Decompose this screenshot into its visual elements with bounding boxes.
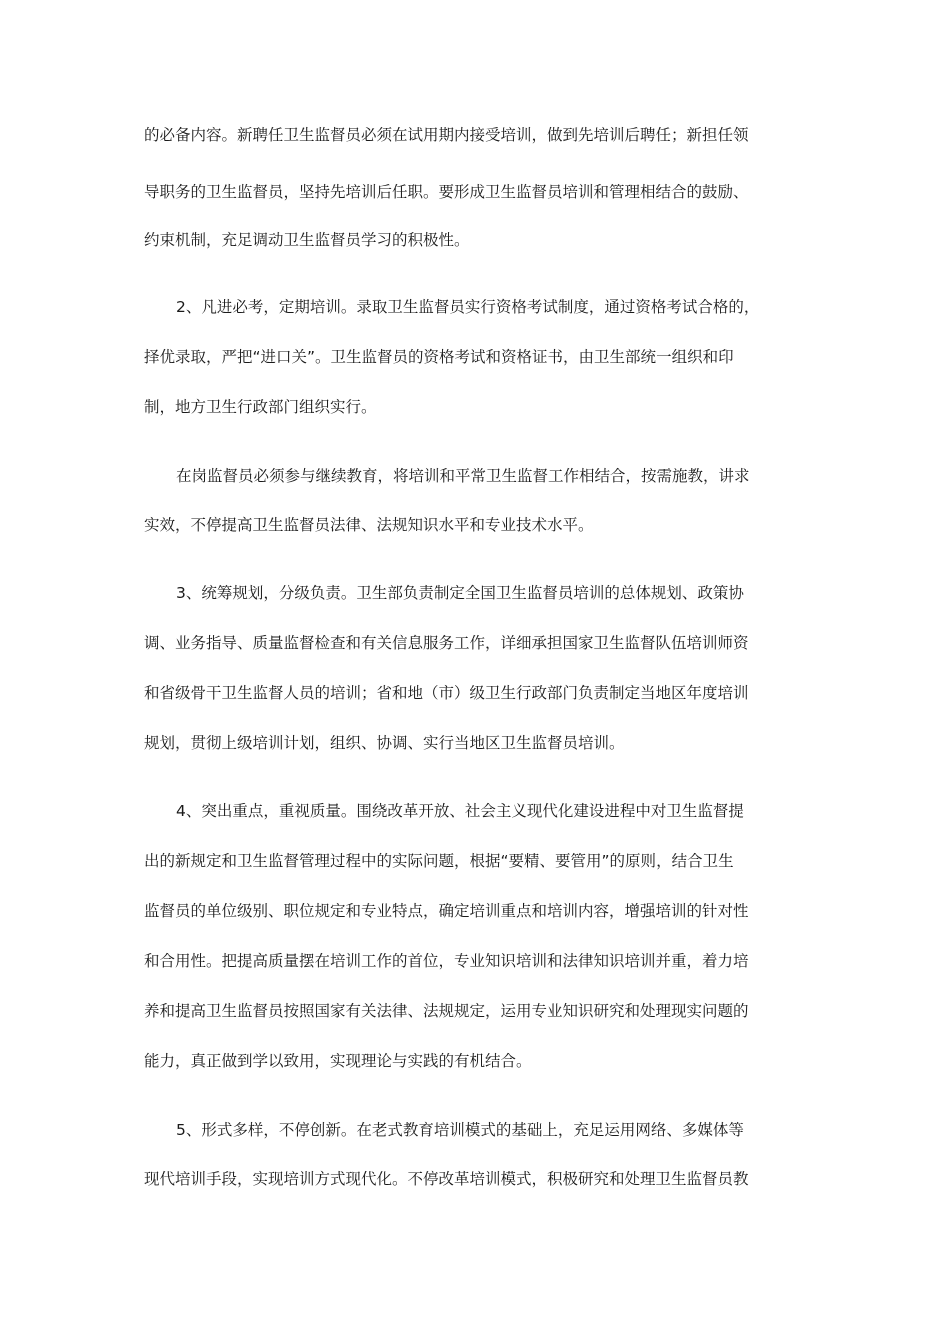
text-line: 能力，真正做到学以致用，实现理论与实践的有机结合。 [144, 1052, 532, 1070]
text-line: 的必备内容。新聘任卫生监督员必须在试用期内接受培训，做到先培训后聘任；新担任领 [144, 126, 749, 144]
text-line-indented: 在岗监督员必须参与继续教育，将培训和平常卫生监督工作相结合，按需施教，讲求 [176, 467, 750, 485]
text-line: 择优录取，严把“进口关”。卫生监督员的资格考试和资格证书，由卫生部统一组织和印 [144, 348, 734, 366]
text-line: 实效，不停提高卫生监督员法律、法规知识水平和专业技术水平。 [144, 516, 594, 534]
text-line: 和合用性。把提高质量摆在培训工作的首位，专业知识培训和法律知识培训并重，着力培 [144, 952, 749, 970]
text-line: 和省级骨干卫生监督人员的培训；省和地（市）级卫生行政部门负责制定当地区年度培训 [144, 684, 749, 702]
text-line: 制，地方卫生行政部门组织实行。 [144, 398, 377, 416]
text-line: 导职务的卫生监督员，坚持先培训后任职。要形成卫生监督员培训和管理相结合的鼓励、 [144, 183, 749, 201]
text-line: 调、业务指导、质量监督检查和有关信息服务工作，详细承担国家卫生监督队伍培训师资 [144, 634, 749, 652]
text-line: 监督员的单位级别、职位规定和专业特点，确定培训重点和培训内容，增强培训的针对性 [144, 902, 749, 920]
text-line: 出的新规定和卫生监督管理过程中的实际问题，根据“要精、要管用”的原则，结合卫生 [144, 852, 734, 870]
text-line-indented: 2、凡进必考，定期培训。录取卫生监督员实行资格考试制度，通过资格考试合格的， [176, 298, 760, 316]
text-line: 现代培训手段，实现培训方式现代化。不停改革培训模式，积极研究和处理卫生监督员教 [144, 1170, 749, 1188]
text-line-indented: 4、突出重点，重视质量。围绕改革开放、社会主义现代化建设进程中对卫生监督提 [176, 802, 744, 820]
text-line-indented: 5、形式多样，不停创新。在老式教育培训模式的基础上，充足运用网络、多媒体等 [176, 1121, 744, 1139]
text-line: 规划，贯彻上级培训计划，组织、协调、实行当地区卫生监督员培训。 [144, 734, 625, 752]
text-line: 养和提高卫生监督员按照国家有关法律、法规规定，运用专业知识研究和处理现实问题的 [144, 1002, 749, 1020]
text-line: 约束机制，充足调动卫生监督员学习的积极性。 [144, 231, 470, 249]
text-line-indented: 3、统筹规划，分级负责。卫生部负责制定全国卫生监督员培训的总体规划、政策协 [176, 584, 744, 602]
